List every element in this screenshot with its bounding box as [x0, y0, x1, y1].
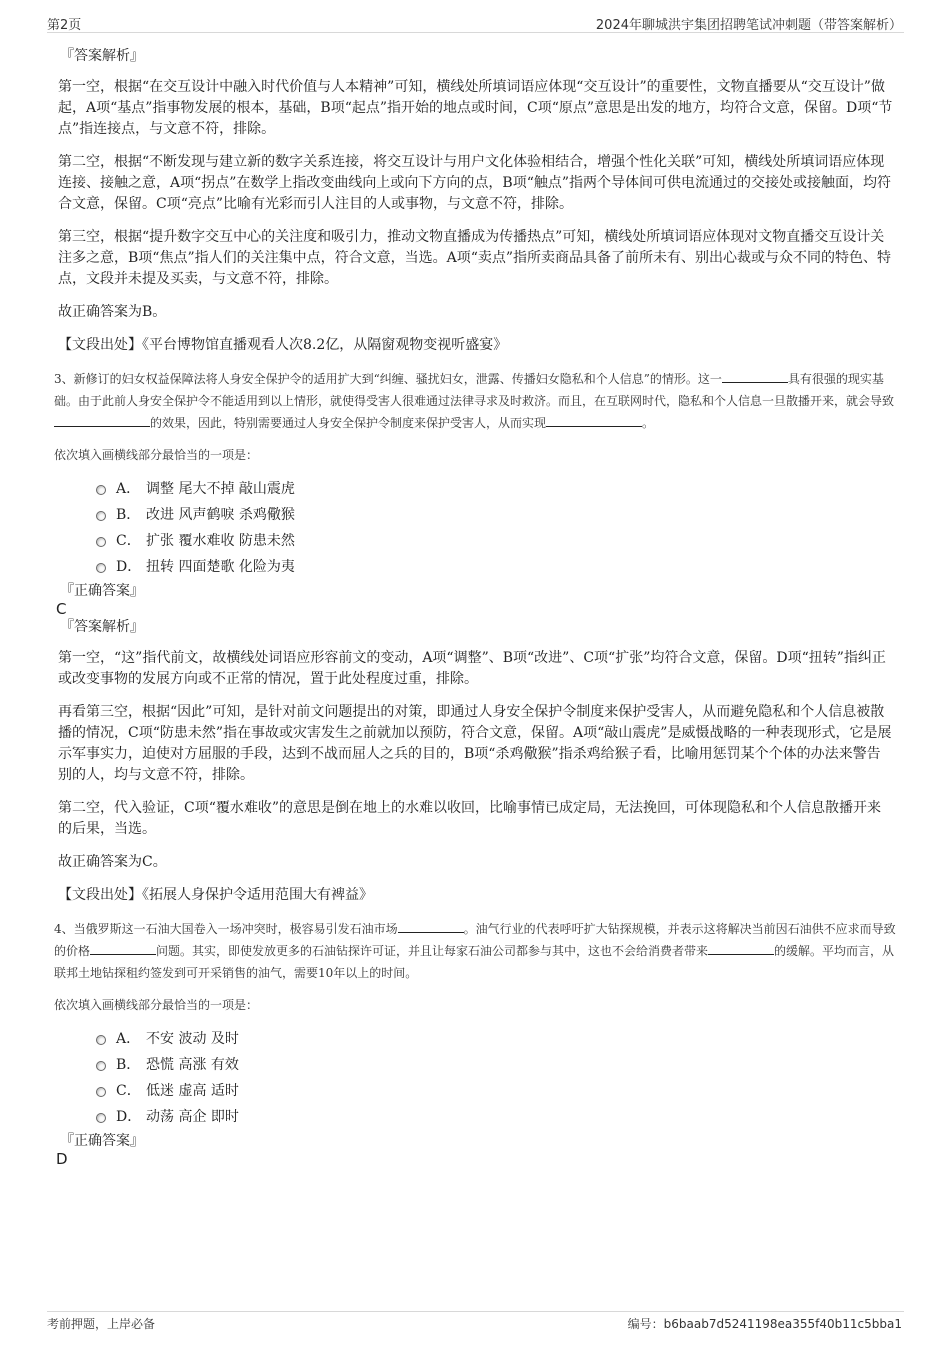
radio-icon[interactable] — [96, 563, 106, 573]
radio-icon[interactable] — [96, 537, 106, 547]
q3-blank-3 — [546, 413, 642, 427]
radio-icon[interactable] — [96, 1035, 106, 1045]
q3-stem-part-3: 的效果，因此，特别需要通过人身安全保护令制度来保护受害人，从而实现 — [150, 416, 547, 430]
option-key: B． — [116, 507, 141, 523]
q2-analysis-para-3: 第三空，根据“提升数字交互中心的关注度和吸引力，推动文物直播成为传播热点”可知，横线处所填词语应体现对文物直播交互设计关注多之意，B项“焦点”指人们的关注集中点，符合文意，当选。A项“卖点”指所卖商品具备了前所未有、别出心裁或与众不同的特色、特点，文段并未提及买卖，与文意不符，排除。 — [58, 229, 892, 287]
q3-stem — [54, 368, 898, 434]
q3-stem-end: 。 — [642, 416, 655, 430]
option-text: 扭转 四面楚歌 化险为夷 — [146, 559, 295, 575]
q4-blank-3 — [708, 941, 774, 955]
document-title: 2024年聊城洪宇集团招聘笔试冲刺题（带答案解析） — [595, 18, 902, 33]
option-key: A． — [116, 1031, 141, 1047]
q4-answer-label: 『正确答案』 — [60, 1133, 144, 1149]
option-text: 调整 尾大不掉 敲山震虎 — [146, 481, 295, 497]
q2-conclusion: 故正确答案为B。 — [58, 304, 167, 320]
q3-options — [96, 476, 894, 580]
q4-option-b[interactable] — [96, 1052, 894, 1078]
page-number: 第2页 — [47, 18, 82, 33]
radio-icon[interactable] — [96, 485, 106, 495]
option-key: B． — [116, 1057, 141, 1073]
option-text: 改进 风声鹤唳 杀鸡儆猴 — [146, 507, 295, 523]
radio-icon[interactable] — [96, 1087, 106, 1097]
option-key: D． — [116, 559, 142, 575]
radio-icon[interactable] — [96, 1113, 106, 1123]
q3-analysis-para-3: 第二空，代入验证，C项“覆水难收”的意思是倒在地上的水难以收回，比喻事情已成定局，无法挽回，可体现隐私和个人信息散播开来的后果，当选。 — [58, 800, 882, 837]
option-text: 低迷 虚高 适时 — [146, 1083, 239, 1099]
q3-analysis-label: 『答案解析』 — [60, 619, 144, 635]
q3-option-d[interactable] — [96, 554, 894, 580]
q2-source: 【文段出处】《平台博物馆直播观看人次8.2亿，从隔窗观物变视听盛宴》 — [58, 337, 508, 353]
option-key: C． — [116, 1083, 141, 1099]
option-text: 不安 波动 及时 — [146, 1031, 239, 1047]
q3-analysis-para-1: 第一空，“这”指代前文，故横线处词语应形容前文的变动，A项“调整”、B项“改进”、C项“扩张”均符合文意，保留。D项“扭转”指纠正或改变事物的发展方向或不正常的情况，置于此处程度过重，排除。 — [58, 650, 886, 687]
q3-conclusion: 故正确答案为C。 — [58, 854, 167, 870]
q4-stem-part-4: 的缓解。平均而言，从联邦土地钻探租约签发到可开采销售的油气，需要10年以上的时间。 — [54, 944, 895, 980]
q3-blank-1 — [722, 369, 788, 383]
q4-answer: D — [56, 1150, 68, 1168]
option-text: 恐慌 高涨 有效 — [146, 1057, 239, 1073]
q3-answer-label: 『正确答案』 — [60, 583, 144, 599]
q3-prompt: 依次填入画横线部分最恰当的一项是： — [54, 448, 259, 462]
q3-stem-part-2: 具有很强的现实基础。由于此前人身安全保护令不能适用到以上情形，就使得受害人很难通过法律寻求及时救济。而且，在互联网时代，隐私和个人信息一旦散播开来，就会导致 — [54, 372, 895, 408]
page-header — [47, 12, 904, 33]
option-key: A． — [116, 481, 141, 497]
q3-source: 【文段出处】《拓展人身保护令适用范围大有裨益》 — [58, 887, 373, 903]
footer-slogan: 考前押题，上岸必备 — [47, 1317, 156, 1331]
q4-options — [96, 1026, 894, 1130]
document-code — [628, 1315, 902, 1332]
option-text: 动荡 高企 即时 — [146, 1109, 239, 1125]
page-footer — [47, 1311, 904, 1332]
q3-analysis-para-2: 再看第三空，根据“因此”可知，是针对前文问题提出的对策，即通过人身安全保护令制度来保护受害人，从而避免隐私和个人信息被散播的情况，C项“防患未然”指在事故或灾害发生之前就加以预防，符合文意，保留。A项“敲山震虎”是威慑战略的一种表现形式，它是展示军事实力，迫使对方屈服的手段，达到不战而屈人之兵的目的，B项“杀鸡儆猴”指杀鸡给猴子看，比喻用惩罚某个个体的办法来警告别的人，均与文意不符，排除。 — [58, 704, 892, 783]
page-content — [54, 47, 896, 1168]
q4-stem-part-3: 问题。其实，即使发放更多的石油钻探许可证，并且让每家石油公司都参与其中，这也不会给消费者带来 — [156, 944, 709, 958]
radio-icon[interactable] — [96, 511, 106, 521]
q4-blank-2 — [90, 941, 156, 955]
q3-option-a[interactable] — [96, 476, 894, 502]
q2-analysis-para-1: 第一空，根据“在交互设计中融入时代价值与人本精神”可知，横线处所填词语应体现“交互设计”的重要性，文物直播要从“交互设计”做起，A项“基点”指事物发展的根本，基础，B项“起点”指开始的地点或时间，C项“原点”意思是出发的地方，均符合文意，保留。D项“节点”指连接点，与文意不符，排除。 — [58, 79, 893, 137]
q3-answer: C — [56, 600, 67, 618]
q4-option-c[interactable] — [96, 1078, 894, 1104]
q3-blank-2 — [54, 413, 150, 427]
q3-option-b[interactable] — [96, 502, 894, 528]
q4-stem-part-2: 。油气行业的代表呼吁扩大钻探规模，并表示这将解决当前因石油供不应求而导致的价格 — [54, 922, 896, 958]
q4-option-a[interactable] — [96, 1026, 894, 1052]
q2-analysis-para-2: 第二空，根据“不断发现与建立新的数字关系连接，将交互设计与用户文化体验相结合，增强个性化关联”可知，横线处所填词语应体现连接、接触之意，A项“拐点”在数学上指改变曲线向上或向下方向的点，B项“触点”指两个导体间可供电流通过的交接处或接触面，均符合文意，保留。C项“亮点”比喻有光彩而引人注目的人或事物，与文意不符，排除。 — [58, 154, 892, 212]
q4-blank-1 — [398, 919, 464, 933]
radio-icon[interactable] — [96, 1061, 106, 1071]
code-label: 编号： — [627, 1317, 664, 1331]
option-text: 扩张 覆水难收 防患未然 — [146, 533, 295, 549]
q4-stem — [54, 918, 898, 984]
code-value: b6baab7d5241198ea355f40b11c5bba1 — [663, 1317, 902, 1331]
option-key: D． — [116, 1109, 142, 1125]
q3-option-c[interactable] — [96, 528, 894, 554]
q4-prompt: 依次填入画横线部分最恰当的一项是： — [54, 998, 259, 1012]
q4-option-d[interactable] — [96, 1104, 894, 1130]
q4-stem-part-1: 4、当俄罗斯这一石油大国卷入一场冲突时，极容易引发石油市场 — [54, 922, 398, 936]
q2-analysis-label: 『答案解析』 — [60, 48, 144, 64]
option-key: C． — [116, 533, 141, 549]
q3-stem-part-1: 3、新修订的妇女权益保障法将人身安全保护令的适用扩大到“纠缠、骚扰妇女，泄露、传播妇女隐私和个人信息”的情形。这一 — [54, 372, 722, 386]
